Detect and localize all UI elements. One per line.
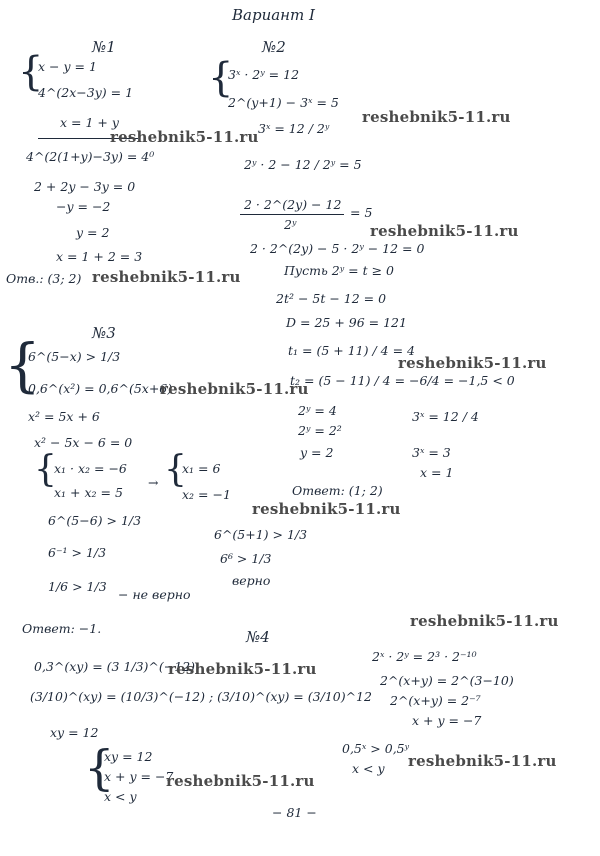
task2-brace: { xyxy=(208,55,234,101)
task3-root1: x₁ = 6 xyxy=(182,461,221,476)
watermark: reshebnik5-11.ru xyxy=(110,128,259,146)
task2-line8: t₁ = (5 + 11) / 4 = 4 xyxy=(288,343,415,358)
task2-sys1: 3ˣ · 2ʸ = 12 xyxy=(228,67,300,82)
task4-right6: x < y xyxy=(352,761,385,776)
task2-frac-rule xyxy=(240,214,344,215)
task2-line11: 2ʸ = 2² xyxy=(298,423,342,438)
task3-check1: 6^(5−6) > 1/3 xyxy=(48,513,142,528)
task2-right2: 3ˣ = 3 xyxy=(412,445,451,460)
task4-right2: 2^(x+y) = 2^(3−10) xyxy=(380,673,514,688)
task4-sys3: x < y xyxy=(104,789,137,804)
task2-sys2: 2^(y+1) − 3ˣ = 5 xyxy=(228,95,339,110)
task4-line3: xy = 12 xyxy=(50,725,99,740)
task3-check-alt2: 6⁶ > 1/3 xyxy=(220,551,272,566)
watermark: reshebnik5-11.ru xyxy=(370,222,519,240)
page-number: − 81 − xyxy=(272,805,317,820)
task4-sys1: xy = 12 xyxy=(104,749,153,764)
task3-check3: 1/6 > 1/3 xyxy=(48,579,107,594)
task4-right1: 2ˣ · 2ʸ = 2³ · 2⁻¹⁰ xyxy=(372,649,477,664)
watermark: reshebnik5-11.ru xyxy=(398,354,547,372)
task1-line5: x = 1 + 2 = 3 xyxy=(56,249,143,264)
task1-answer: Отв.: (3; 2) xyxy=(6,271,82,286)
task3-vieta1: x₁ · x₂ = −6 xyxy=(54,461,127,476)
task1-line1: 4^(2(1+y)−3y) = 4⁰ xyxy=(26,149,155,164)
task2-line10: 2ʸ = 4 xyxy=(298,403,337,418)
task4-brace: { xyxy=(84,740,115,796)
task3-check-alt3: верно xyxy=(232,573,271,588)
task2-line5: Пусть 2ʸ = t ≥ 0 xyxy=(284,263,394,278)
task2-right1: 3ˣ = 12 / 4 xyxy=(412,409,479,424)
task4-label: №4 xyxy=(246,628,270,646)
task1-frac-num: x = 1 + y xyxy=(60,115,119,130)
task2-line6: 2t² − 5t − 12 = 0 xyxy=(276,291,387,306)
task1-brace: { xyxy=(18,49,44,95)
task1-sys1: x − y = 1 xyxy=(38,59,97,74)
task2-line2: 2ʸ · 2 − 12 / 2ʸ = 5 xyxy=(244,157,362,172)
task2-line3-den: 2ʸ xyxy=(284,217,297,232)
task2-right3: x = 1 xyxy=(420,465,454,480)
task4-sys2: x + y = −7 xyxy=(104,769,174,784)
task3-roots-brace: { xyxy=(164,449,187,490)
task4-right4: x + y = −7 xyxy=(412,713,482,728)
task4-right5: 0,5ˣ > 0,5ʸ xyxy=(342,741,410,756)
task3-brace: { xyxy=(4,331,41,399)
task2-line12: y = 2 xyxy=(300,445,334,460)
task3-label: №3 xyxy=(92,324,116,342)
task2-line9: t₂ = (5 − 11) / 4 = −6/4 = −1,5 < 0 xyxy=(290,373,515,388)
task2-line4: 2 · 2^(2y) − 5 · 2ʸ − 12 = 0 xyxy=(250,241,425,256)
task3-check3-note: − не верно xyxy=(118,587,191,602)
task3-arrow: → xyxy=(148,475,159,490)
task2-line3-num: 2 · 2^(2y) − 12 xyxy=(244,197,342,212)
task3-root2: x₂ = −1 xyxy=(182,487,231,502)
task4-right3: 2^(x+y) = 2⁻⁷ xyxy=(390,693,481,708)
watermark: reshebnik5-11.ru xyxy=(362,108,511,126)
task2-label: №2 xyxy=(262,38,286,56)
task3-sys2: 0,6^(x²) = 0,6^(5x+6) xyxy=(28,381,173,396)
task2-line1: 3ˣ = 12 / 2ʸ xyxy=(258,121,330,136)
watermark: reshebnik5-11.ru xyxy=(160,380,309,398)
task3-check2: 6⁻¹ > 1/3 xyxy=(48,545,107,560)
task4-line2: (3/10)^(xy) = (10/3)^(−12) ; (3/10)^(xy) = (3/10)^12 xyxy=(30,689,372,704)
task1-sys2: 4^(2x−3y) = 1 xyxy=(38,85,134,100)
task2-answer: Ответ: (1; 2) xyxy=(292,483,383,498)
task2-line3-rhs: = 5 xyxy=(350,205,373,220)
watermark: reshebnik5-11.ru xyxy=(408,752,557,770)
watermark: reshebnik5-11.ru xyxy=(252,500,401,518)
task3-answer: Ответ: −1. xyxy=(22,621,102,636)
task3-check-alt1: 6^(5+1) > 1/3 xyxy=(214,527,308,542)
page-title: Вариант I xyxy=(232,6,315,24)
watermark: reshebnik5-11.ru xyxy=(166,772,315,790)
task3-sys1: 6^(5−x) > 1/3 xyxy=(28,349,121,364)
task4-line1: 0,3^(xy) = (3 1/3)^(−12) xyxy=(34,659,196,674)
task1-line3: −y = −2 xyxy=(56,199,111,214)
task1-line2: 2 + 2y − 3y = 0 xyxy=(34,179,136,194)
task3-vieta2: x₁ + x₂ = 5 xyxy=(54,485,123,500)
task3-vieta-brace: { xyxy=(34,449,57,490)
task3-line2: x² − 5x − 6 = 0 xyxy=(34,435,133,450)
watermark: reshebnik5-11.ru xyxy=(168,660,317,678)
task2-line7: D = 25 + 96 = 121 xyxy=(286,315,407,330)
task3-line1: x² = 5x + 6 xyxy=(28,409,100,424)
watermark: reshebnik5-11.ru xyxy=(410,612,559,630)
task1-line4: y = 2 xyxy=(76,225,110,240)
watermark: reshebnik5-11.ru xyxy=(92,268,241,286)
task1-label: №1 xyxy=(92,38,116,56)
